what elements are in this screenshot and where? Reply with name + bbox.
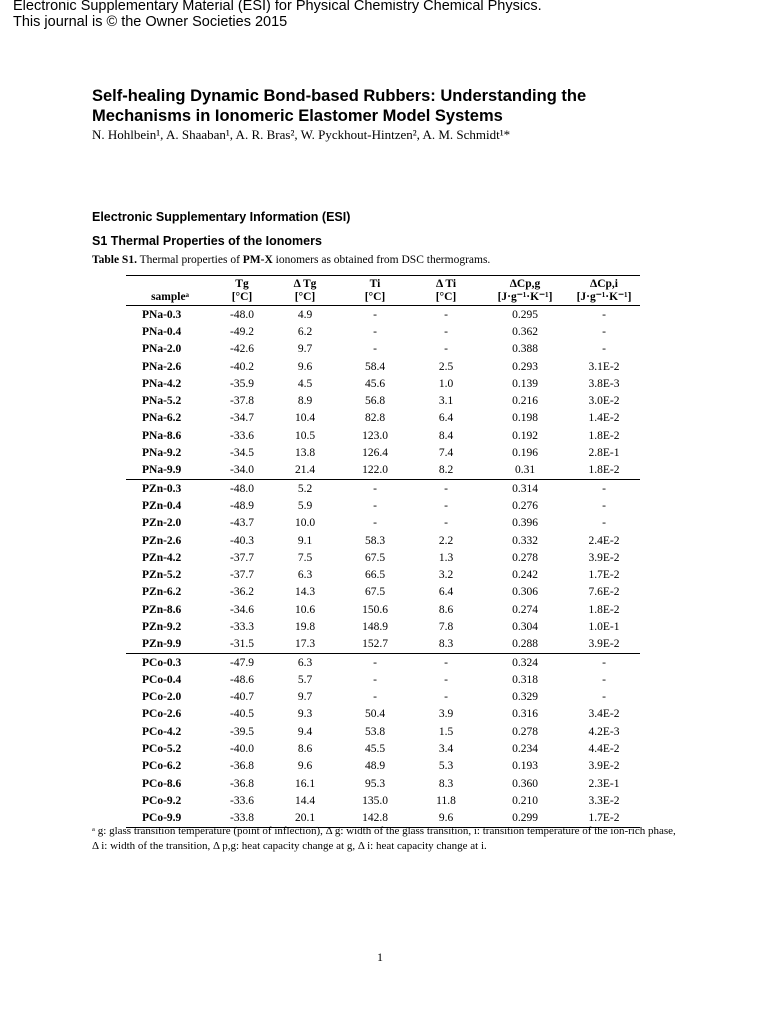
value-cell: -37.7 [230,569,254,582]
value-cell: 0.360 [512,777,538,790]
value-cell: -40.2 [230,360,254,373]
sample-cell: PCo-2.6 [142,708,182,721]
value-cell: 152.7 [362,638,388,651]
value-cell: - [410,479,482,497]
sample-cell: PNa-0.3 [142,308,182,321]
value-cell: 3.4E-2 [588,708,620,721]
table-row [126,723,640,740]
value-cell: 4.2E-3 [588,725,620,738]
value-cell: 4.5 [297,377,313,390]
table-row [126,706,640,723]
value-cell: 67.5 [364,586,386,599]
value-cell: -40.0 [230,743,254,756]
value-cell: 2.4E-2 [588,534,620,547]
value-cell: 5.7 [297,673,313,686]
value-cell: 6.4 [438,586,454,599]
value-cell: 6.3 [270,653,340,671]
value-cell: - [410,653,482,671]
value-cell: 3.1E-2 [588,360,620,373]
table-row [126,358,640,375]
value-cell: 5.9 [297,499,313,512]
sample-cell: PCo-5.2 [142,743,182,756]
sample-cell: PCo-0.4 [142,673,182,686]
thermal-properties-table [126,275,640,828]
value-cell: -47.9 [214,653,270,671]
table-row [126,636,640,654]
sample-cell: PZn-9.9 [142,638,182,651]
value-cell: - [602,308,606,321]
value-cell: 0.332 [512,534,538,547]
value-cell: -34.0 [230,464,254,477]
sample-cell: PZn-8.6 [142,603,182,616]
value-cell: 56.8 [364,395,386,408]
page-number: 1 [377,950,383,964]
esi-header [13,0,542,30]
value-cell: -31.5 [230,638,254,651]
column-header: ΔCp,i [568,276,640,292]
value-cell: 0.139 [512,377,538,390]
value-cell: 82.8 [364,412,386,425]
value-cell: 3.0E-2 [588,395,620,408]
table-caption-bold: PM-X [242,254,273,266]
value-cell: -34.5 [230,447,254,460]
value-cell: - [444,517,448,530]
value-cell: 7.4 [438,447,454,460]
value-cell: 8.3 [438,638,454,651]
value-cell: 6.2 [297,325,313,338]
value-cell: -37.7 [230,551,254,564]
table-row [126,515,640,532]
value-cell: -36.8 [230,777,254,790]
value-cell: 2.5 [438,360,454,373]
value-cell: 10.5 [294,429,316,442]
value-cell: 0.198 [512,412,538,425]
value-cell: - [602,499,606,512]
value-cell: 1.0E-1 [588,620,620,633]
sample-cell: PNa-2.6 [142,360,182,373]
value-cell: 9.4 [297,725,313,738]
value-cell: 8.3 [438,777,454,790]
value-cell: 1.3 [438,551,454,564]
value-cell: - [568,653,640,671]
value-cell: 48.9 [364,760,386,773]
value-cell: 14.3 [294,586,316,599]
value-cell: - [340,479,410,497]
value-cell: - [444,499,448,512]
value-cell: 17.3 [294,638,316,651]
value-cell: -40.5 [230,708,254,721]
sample-cell: PCo-0.3 [126,653,214,671]
value-cell: 53.8 [364,725,386,738]
table-row [126,792,640,809]
table-row [126,497,640,514]
value-cell: 9.1 [297,534,313,547]
value-cell: 19.8 [294,620,316,633]
value-cell: - [602,325,606,338]
value-cell: 3.9E-2 [588,551,620,564]
value-cell: 7.5 [297,551,313,564]
value-cell: 0.31 [514,464,536,477]
table-row [126,427,640,444]
sample-cell: PNa-5.2 [142,395,182,408]
table-row [126,306,640,324]
column-unit: [J·g⁻¹·K⁻¹] [482,291,568,306]
table-row [126,532,640,549]
table-caption-post: ionomers as obtained from DSC thermograms. [272,254,491,266]
value-cell: 0.216 [512,395,538,408]
value-cell: -49.2 [230,325,254,338]
column-header: Tg [214,276,270,292]
column-unit: [°C] [410,291,482,306]
table-row [126,671,640,688]
sample-cell: PNa-0.4 [142,325,182,338]
value-cell: 10.6 [294,603,316,616]
value-cell: 16.1 [294,777,316,790]
table-row [126,462,640,480]
value-cell: 3.8E-3 [588,377,620,390]
sample-cell: PZn-0.3 [126,479,214,497]
value-cell: 2.3E-1 [588,777,620,790]
value-cell: 5.2 [270,479,340,497]
value-cell: 13.8 [294,447,316,460]
value-cell: -33.3 [230,620,254,633]
value-cell: 0.278 [512,725,538,738]
value-cell: - [568,479,640,497]
value-cell: -33.6 [230,429,254,442]
sample-cell: PZn-6.2 [142,586,182,599]
value-cell: 0.388 [512,343,538,356]
value-cell: 10.0 [294,517,316,530]
sample-cell: PCo-6.2 [142,760,182,773]
table-header-row-units [126,291,640,306]
value-cell: 3.9E-2 [588,638,620,651]
value-cell: 0.316 [512,708,538,721]
value-cell: -48.6 [230,673,254,686]
value-cell: 148.9 [362,620,388,633]
value-cell: 0.196 [512,447,538,460]
value-cell: - [373,691,377,704]
table-row [126,653,640,671]
value-cell: -40.7 [230,691,254,704]
value-cell: 50.4 [364,708,386,721]
value-cell: 0.293 [512,360,538,373]
value-cell: - [373,325,377,338]
value-cell: 3.3E-2 [588,794,620,807]
author-list: N. Hohlbein¹, A. Shaaban¹, A. R. Bras², W. Pyckhout-Hintzen², A. M. Schmidt¹* [92,127,511,142]
sample-cell: PNa-9.2 [142,447,182,460]
column-header [126,276,214,292]
column-header: Ti [340,276,410,292]
sample-cell: PZn-2.6 [142,534,182,547]
value-cell: 45.6 [364,377,386,390]
sample-cell: PCo-2.0 [142,691,182,704]
table-row [126,323,640,340]
value-cell: - [444,691,448,704]
value-cell: 9.7 [297,343,313,356]
column-header: ΔCp,g [482,276,568,292]
value-cell: 0.314 [482,479,568,497]
value-cell: - [373,517,377,530]
value-cell: - [602,673,606,686]
value-cell: 20.1 [270,810,340,828]
value-cell: 66.5 [364,569,386,582]
table-row [126,584,640,601]
value-cell: 14.4 [294,794,316,807]
value-cell: - [444,343,448,356]
value-cell: 9.6 [297,360,313,373]
column-header: sampleᵃ [126,291,214,306]
table-footnote: ᵃ g: glass transition temperature (point of inflection), Δ g: width of the glass transition, i: transition temperature of the ion-rich phase, Δ i: width of the transition, Δ p,g: heat capacity change at g, Δ i: heat capacity change at i. [92,825,676,852]
value-cell: - [373,499,377,512]
sample-cell: PNa-6.2 [142,412,182,425]
value-cell: -48.0 [214,479,270,497]
table-row [126,775,640,792]
esi-heading: Electronic Supplementary Information (ESI) [92,210,351,224]
table-row [126,444,640,461]
value-cell: 8.9 [297,395,313,408]
value-cell: 1.0 [438,377,454,390]
value-cell: 45.5 [364,743,386,756]
value-cell: - [373,673,377,686]
column-unit: [J·g⁻¹·K⁻¹] [568,291,640,306]
table-body [126,306,640,828]
value-cell: 0.210 [512,794,538,807]
value-cell: 1.8E-2 [588,429,620,442]
value-cell: -40.3 [230,534,254,547]
value-cell: 7.8 [438,620,454,633]
value-cell: 0.396 [512,517,538,530]
value-cell: 142.8 [340,810,410,828]
table-row [126,740,640,757]
value-cell: 4.9 [297,308,313,321]
value-cell: 3.2 [438,569,454,582]
sample-cell: PNa-4.2 [142,377,182,390]
value-cell: -33.8 [214,810,270,828]
value-cell: 11.8 [436,794,456,807]
value-cell: 8.6 [438,603,454,616]
table-caption [92,254,490,266]
esi-header-line1: Electronic Supplementary Material (ESI) for Physical Chemistry Chemical Physics. [13,0,542,14]
value-cell: 0.192 [512,429,538,442]
sample-cell: PZn-4.2 [142,551,182,564]
sample-cell: PCo-4.2 [142,725,182,738]
value-cell: 3.4 [438,743,454,756]
value-cell: 9.6 [297,760,313,773]
column-unit: [°C] [340,291,410,306]
value-cell: 123.0 [362,429,388,442]
value-cell: 8.6 [297,743,313,756]
value-cell: 3.9E-2 [588,760,620,773]
value-cell: 8.4 [438,429,454,442]
table-row [126,566,640,583]
column-unit: [°C] [214,291,270,306]
esi-header-line2: This journal is © the Owner Societies 2015 [13,14,288,30]
value-cell: 0.299 [482,810,568,828]
value-cell: 58.3 [364,534,386,547]
value-cell: 122.0 [362,464,388,477]
value-cell: - [444,325,448,338]
section-heading: S1 Thermal Properties of the Ionomers [92,234,322,248]
sample-cell: PCo-8.6 [142,777,182,790]
value-cell: 0.306 [512,586,538,599]
value-cell: 0.304 [512,620,538,633]
column-header: Δ Tg [270,276,340,292]
value-cell: 7.6E-2 [588,586,620,599]
value-cell: - [602,691,606,704]
value-cell: 1.4E-2 [588,412,620,425]
value-cell: -36.8 [230,760,254,773]
value-cell: 0.288 [512,638,538,651]
value-cell: -42.6 [230,343,254,356]
table-caption-pre: Thermal properties of [136,254,243,266]
column-header: Δ Ti [410,276,482,292]
table-row [126,601,640,618]
value-cell: 0.362 [512,325,538,338]
sample-cell: PZn-5.2 [142,569,182,582]
value-cell: - [444,673,448,686]
value-cell: - [444,308,448,321]
value-cell: 0.242 [512,569,538,582]
value-cell: 8.2 [438,464,454,477]
value-cell: 5.3 [438,760,454,773]
value-cell: -48.9 [230,499,254,512]
table-header-row-top [126,276,640,292]
paper-title: Self-healing Dynamic Bond-based Rubbers: Understanding the Mechanisms in Ionomeric Elastomer Model Systems [92,87,587,125]
sample-cell: PZn-2.0 [142,517,182,530]
value-cell: 0.329 [512,691,538,704]
table-row [126,341,640,358]
value-cell: 58.4 [364,360,386,373]
value-cell: 6.4 [438,412,454,425]
value-cell: 0.318 [512,673,538,686]
table-row [126,375,640,392]
value-cell: -48.0 [230,308,254,321]
value-cell: 1.7E-2 [588,569,620,582]
value-cell: 1.8E-2 [588,464,620,477]
value-cell: 135.0 [362,794,388,807]
table-row [126,618,640,635]
value-cell: 150.6 [362,603,388,616]
table-row [126,392,640,409]
value-cell: 9.7 [297,691,313,704]
value-cell: 6.3 [297,569,313,582]
table-row [126,689,640,706]
value-cell: 95.3 [364,777,386,790]
value-cell: -39.5 [230,725,254,738]
sample-cell: PNa-8.6 [142,429,182,442]
sample-cell: PCo-9.2 [142,794,182,807]
value-cell: 1.8E-2 [588,603,620,616]
value-cell: 0.274 [512,603,538,616]
value-cell: 2.8E-1 [588,447,620,460]
value-cell: 0.234 [512,743,538,756]
table-row [126,549,640,566]
value-cell: 1.5 [438,725,454,738]
sample-cell: PCo-9.9 [126,810,214,828]
value-cell: -33.6 [230,794,254,807]
value-cell: - [340,653,410,671]
value-cell: 0.193 [512,760,538,773]
value-cell: -34.6 [230,603,254,616]
value-cell: 3.1 [438,395,454,408]
value-cell: -37.8 [230,395,254,408]
value-cell: 21.4 [294,464,316,477]
sample-cell: PNa-9.9 [142,464,182,477]
sample-cell: PNa-2.0 [142,343,182,356]
value-cell: -35.9 [230,377,254,390]
value-cell: 0.324 [482,653,568,671]
value-cell: 0.276 [512,499,538,512]
column-unit: [°C] [270,291,340,306]
table-label: Table S1. [92,254,137,266]
value-cell: - [602,343,606,356]
value-cell: 0.278 [512,551,538,564]
value-cell: -34.7 [230,412,254,425]
value-cell: - [373,308,377,321]
value-cell: 0.295 [512,308,538,321]
value-cell: 4.4E-2 [588,743,620,756]
value-cell: - [373,343,377,356]
value-cell: 67.5 [364,551,386,564]
table-row [126,410,640,427]
value-cell: 1.7E-2 [568,810,640,828]
sample-cell: PZn-9.2 [142,620,182,633]
value-cell: -36.2 [230,586,254,599]
value-cell: 126.4 [362,447,388,460]
value-cell: 9.3 [297,708,313,721]
value-cell: 3.9 [438,708,454,721]
value-cell: 10.4 [294,412,316,425]
value-cell: 2.2 [438,534,454,547]
value-cell: - [602,517,606,530]
value-cell: 9.6 [410,810,482,828]
sample-cell: PZn-0.4 [142,499,182,512]
table-row [126,758,640,775]
value-cell: -43.7 [230,517,254,530]
table-row [126,479,640,497]
